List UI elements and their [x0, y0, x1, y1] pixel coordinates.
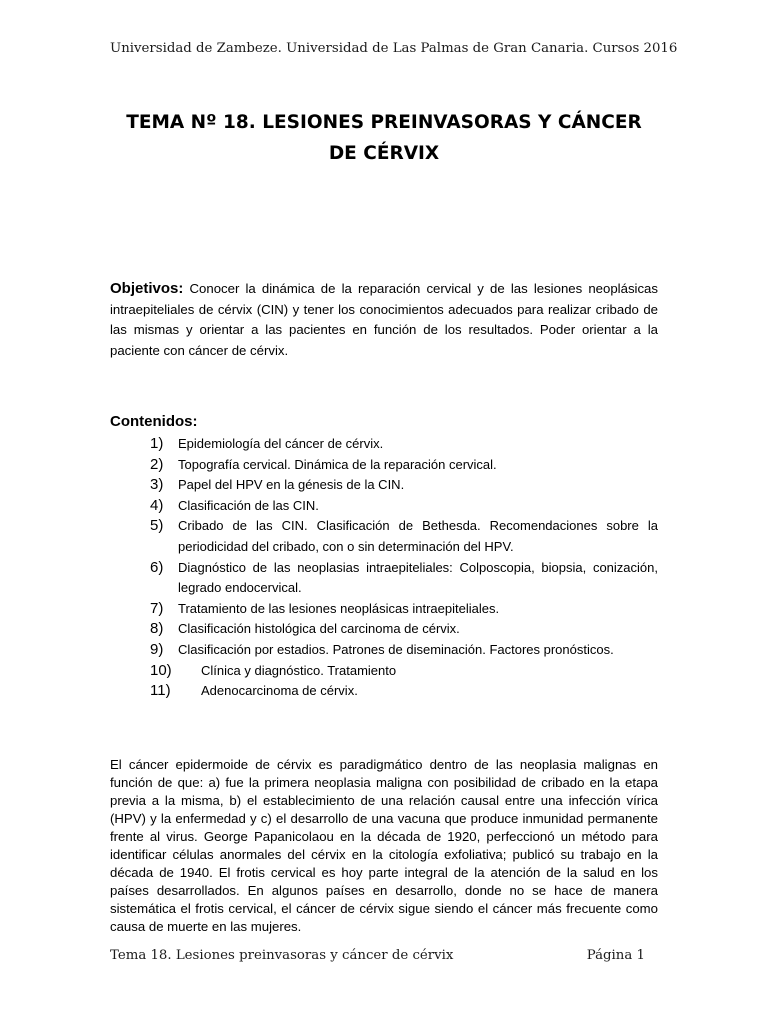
list-item-number: 9) [150, 640, 164, 658]
list-item [150, 640, 658, 661]
list-item [150, 619, 658, 640]
list-item [150, 599, 658, 620]
list-item [150, 661, 658, 682]
list-item-text: Epidemiología del cáncer de cérvix. [178, 436, 384, 451]
intro-paragraph: El cáncer epidermoide de cérvix es paradigmático dentro de las neoplasia malignas en función de que: a) fue la primera neoplasia maligna con posibilidad de cribado en la etapa previa a la misma, b) el establecimiento de una relación causal entre una infección vírica (HPV) y la enfermedad y c) el desarrollo de una vacuna que produce inmunidad permanente frente al virus. George Papanicolaou en la década de 1920, perfeccionó un método para identificar células anormales del cérvix en la citología exfoliativa; publicó su trabajo en la década de 1940. El frotis cervical es hoy parte integral de la atención de la salud en los países desarrollados. En algunos países en desarrollo, donde no se hace de manera sistemática el frotis cervical, el cáncer de cérvix sigue siendo el cáncer más frecuente como causa de muerte en las mujeres. [110, 757, 658, 934]
list-item-number: 3) [150, 476, 164, 494]
objectives-text: Conocer la dinámica de la reparación cervical y de las lesiones neoplásicas intraepiteliales de cérvix (CIN) y tener los conocimientos adecuados para realizar cribado de las mismas y orientar a las pacientes en función de los resultados. Poder orientar a la paciente con cáncer de cérvix. [110, 281, 658, 358]
page-title-line-2: DE CÉRVIX [328, 143, 440, 164]
list-item [150, 558, 658, 599]
list-item-text: Clínica y diagnóstico. Tratamiento [201, 662, 397, 678]
list-item-text: Clasificación por estadios. Patrones de diseminación. Factores pronósticos. [178, 641, 614, 657]
list-item-text: Adenocarcinoma de cérvix. [201, 683, 358, 699]
list-item-number: 7) [150, 599, 164, 617]
page-footer-title: Tema 18. Lesiones preinvasoras y cáncer de cérvix [110, 948, 454, 963]
page-header: Universidad de Zambeze. Universidad de Las Palmas de Gran Canaria. Cursos 2016 [110, 41, 678, 56]
contents-list [150, 434, 658, 702]
list-item-text: Diagnóstico de las neoplasias intraepiteliales: Colposcopia, biopsia, conización, legrado endocervical. [178, 559, 658, 596]
list-item-number: 4) [150, 496, 164, 514]
list-item-number: 6) [150, 558, 164, 576]
list-item [150, 455, 658, 476]
list-item [150, 475, 658, 496]
list-item-text: Cribado de las CIN. Clasificación de Bethesda. Recomendaciones sobre la periodicidad del cribado, con o sin determinación del HPV. [178, 518, 658, 554]
list-item-text: Clasificación histológica del carcinoma de cérvix. [178, 621, 460, 637]
objectives-label: Objetivos: [110, 280, 184, 297]
list-item-text: Papel del HPV en la génesis de la CIN. [178, 477, 405, 493]
page-title-line-1: TEMA Nº 18. LESIONES PREINVASORAS Y CÁNCER [126, 112, 642, 133]
list-item [150, 516, 658, 557]
page-title [60, 107, 708, 169]
list-item-number: 10) [150, 661, 172, 679]
page-number: Página 1 [586, 948, 645, 963]
list-item-number: 1) [150, 435, 164, 452]
list-item [150, 434, 658, 455]
list-item-text: Topografía cervical. Dinámica de la reparación cervical. [178, 456, 497, 472]
list-item [150, 496, 658, 517]
list-item [150, 681, 658, 702]
list-item-text: Clasificación de las CIN. [178, 497, 319, 513]
list-item-number: 5) [150, 517, 164, 535]
list-item-text: Tratamiento de las lesiones neoplásicas intraepiteliales. [178, 600, 500, 616]
list-item-number: 2) [150, 455, 164, 473]
list-item-number: 11) [150, 682, 171, 700]
list-item-number: 8) [150, 620, 164, 638]
contents-heading: Contenidos: [110, 413, 198, 430]
objectives-paragraph [110, 279, 658, 361]
